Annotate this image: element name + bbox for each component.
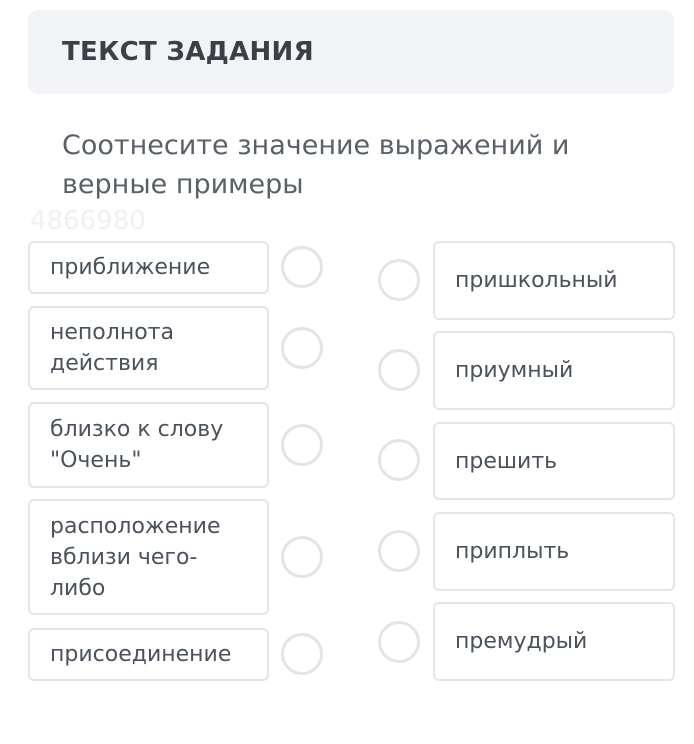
left-item-2[interactable]: неполнота действия: [28, 306, 269, 390]
right-radio-1[interactable]: [378, 259, 420, 301]
left-radio-4[interactable]: [281, 536, 323, 578]
right-radio-4[interactable]: [378, 530, 420, 572]
right-item-2[interactable]: приумный: [433, 331, 675, 410]
right-radio-2[interactable]: [378, 349, 420, 391]
right-item-3[interactable]: прешить: [433, 422, 675, 500]
task-header-title: ТЕКСТ ЗАДАНИЯ: [62, 37, 314, 67]
right-radio-3[interactable]: [378, 439, 420, 481]
left-item-1[interactable]: приближение: [28, 241, 269, 294]
task-header: [28, 10, 674, 94]
left-item-4[interactable]: расположение вблизи чего- либо: [28, 499, 269, 615]
task-id-watermark: 4866980: [30, 206, 146, 236]
right-item-5[interactable]: премудрый: [433, 602, 675, 681]
question-text: Соотнесите значение выражений и верные примеры: [62, 130, 570, 200]
left-radio-3[interactable]: [281, 424, 323, 466]
left-radio-1[interactable]: [281, 246, 323, 288]
right-item-4[interactable]: приплыть: [433, 512, 675, 591]
left-radio-5[interactable]: [281, 633, 323, 675]
right-item-1[interactable]: пришкольный: [433, 241, 675, 320]
left-radio-2[interactable]: [281, 327, 323, 369]
left-item-3[interactable]: близко к слову "Очень": [28, 402, 269, 488]
right-radio-5[interactable]: [378, 621, 420, 663]
left-item-5[interactable]: присоединение: [28, 628, 269, 681]
